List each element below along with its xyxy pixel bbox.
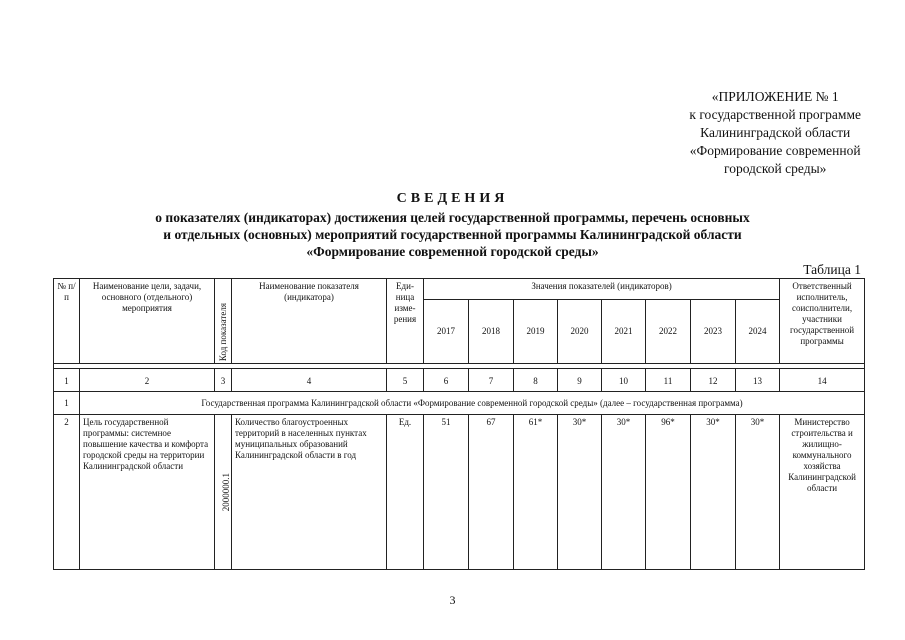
header-year: 2017 <box>424 300 469 364</box>
header-year: 2019 <box>514 300 558 364</box>
column-number: 3 <box>215 369 232 392</box>
appendix-line: «ПРИЛОЖЕНИЕ № 1 <box>711 89 839 104</box>
appendix-line: Калининградской области <box>700 125 851 140</box>
indicators-table <box>53 278 865 570</box>
row-value: 67 <box>469 415 514 570</box>
row-code: 2000000.1 <box>221 473 231 512</box>
header-year: 2021 <box>602 300 646 364</box>
table-row <box>54 415 865 570</box>
header-year: 2023 <box>691 300 736 364</box>
row-unit: Ед. <box>387 415 424 570</box>
column-number: 6 <box>424 369 469 392</box>
row-num: 2 <box>54 415 80 570</box>
header-responsible: Ответственный исполнитель, соисполнители, участники государственной программы <box>780 279 865 364</box>
header-goal: Наименование цели, задачи, основного (отдельного) мероприятия <box>80 279 215 364</box>
header-code-text: Код показателя <box>218 302 228 361</box>
title-line: «Формирование современной городской среды» <box>306 244 599 259</box>
row-value: 96* <box>646 415 691 570</box>
column-number: 13 <box>736 369 780 392</box>
appendix-line: городской среды» <box>724 161 827 176</box>
column-number: 7 <box>469 369 514 392</box>
column-number: 1 <box>54 369 80 392</box>
row-value: 30* <box>558 415 602 570</box>
title-line: и отдельных (основных) мероприятий государственной программы Калининградской области <box>163 227 742 242</box>
row-value: 30* <box>602 415 646 570</box>
row-value: 30* <box>736 415 780 570</box>
column-number: 11 <box>646 369 691 392</box>
appendix-line: к государственной программе <box>689 107 861 122</box>
header-unit: Еди-ница изме-рения <box>387 279 424 364</box>
row-goal: Цель государственной программы: системное повышение качества и комфорта городской среды на территории Калининградской области <box>80 415 215 570</box>
row-responsible: Министерство строительства и жилищно-коммунального хозяйства Калининградской области <box>780 415 865 570</box>
column-number: 4 <box>232 369 387 392</box>
column-number: 5 <box>387 369 424 392</box>
row-value: 30* <box>691 415 736 570</box>
column-number: 8 <box>514 369 558 392</box>
header-year: 2020 <box>558 300 602 364</box>
row-value: 51 <box>424 415 469 570</box>
program-row-num: 1 <box>54 392 80 415</box>
appendix-line: «Формирование современной <box>689 143 861 158</box>
header-year: 2022 <box>646 300 691 364</box>
header-code <box>215 279 232 364</box>
row-indicator: Количество благоустроенных территорий в населенных пунктах муниципальных образований Калининградской области в год <box>232 415 387 570</box>
column-number: 10 <box>602 369 646 392</box>
column-number: 9 <box>558 369 602 392</box>
header-year: 2018 <box>469 300 514 364</box>
page-number: 3 <box>449 593 456 607</box>
column-number: 12 <box>691 369 736 392</box>
table-label: Таблица 1 <box>803 262 861 277</box>
title-line: о показателях (индикаторах) достижения целей государственной программы, перечень основных <box>155 210 750 225</box>
row-code-cell <box>215 415 232 570</box>
column-number: 2 <box>80 369 215 392</box>
row-value: 61* <box>514 415 558 570</box>
appendix-header <box>689 88 861 178</box>
header-indicator: Наименование показателя (индикатора) <box>232 279 387 364</box>
program-row-text: Государственная программа Калининградской области «Формирование современной городской среды» (далее – государственная программа) <box>80 392 865 415</box>
column-number: 14 <box>780 369 865 392</box>
document-title <box>0 190 905 260</box>
title-heading: СВЕДЕНИЯ <box>396 191 509 206</box>
header-num: № п/п <box>54 279 80 364</box>
header-year: 2024 <box>736 300 780 364</box>
header-values-group: Значения показателей (индикаторов) <box>424 279 780 300</box>
